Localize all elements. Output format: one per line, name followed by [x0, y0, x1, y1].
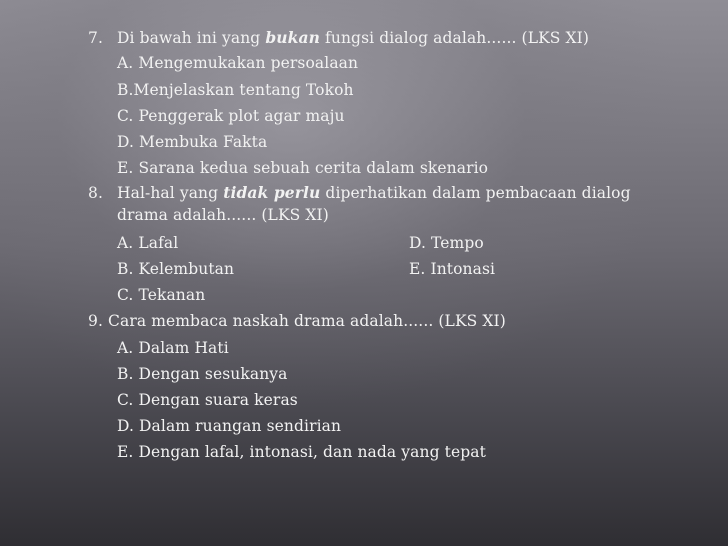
question-9-option-d: D. Dalam ruangan sendirian [117, 417, 342, 435]
question-9-text: 9. Cara membaca naskah drama adalah...... (LKS XI) [88, 312, 506, 330]
question-8-text [117, 182, 631, 204]
question-8-emphasis: tidak perlu [223, 183, 321, 202]
question-7-emphasis: bukan [265, 28, 321, 47]
question-9-option-c: C. Dengan suara keras [117, 391, 298, 409]
question-7-text-before: Di bawah ini yang [117, 29, 266, 47]
question-9-option-b: B. Dengan sesukanya [117, 365, 288, 383]
question-7-option-c: C. Penggerak plot agar maju [117, 107, 345, 125]
question-8-number: 8. [88, 184, 103, 202]
question-8-text-after: diperhatikan dalam pembacaan dialog [320, 184, 631, 202]
question-7-option-b: B.Menjelaskan tentang Tokoh [117, 81, 354, 99]
question-8-option-c: C. Tekanan [117, 286, 206, 304]
question-7-option-e: E. Sarana kedua sebuah cerita dalam skenario [117, 159, 489, 177]
question-8-option-d: D. Tempo [409, 234, 484, 252]
question-8-option-b: B. Kelembutan [117, 260, 235, 278]
question-8-option-a: A. Lafal [117, 234, 179, 252]
question-7-option-d: D. Membuka Fakta [117, 133, 268, 151]
question-8-text-before: Hal-hal yang [117, 184, 224, 202]
question-7-text-after: fungsi dialog adalah...... (LKS XI) [320, 29, 590, 47]
question-7-option-a: A. Mengemukakan persoalaan [117, 54, 359, 72]
question-8-text-line2: drama adalah...... (LKS XI) [117, 206, 329, 224]
question-7-number: 7. [88, 29, 103, 47]
question-8-option-e: E. Intonasi [409, 260, 496, 278]
question-7-text [117, 27, 589, 49]
question-9-option-a: A. Dalam Hati [117, 339, 229, 357]
question-9-option-e: E. Dengan lafal, intonasi, dan nada yang tepat [117, 443, 486, 461]
